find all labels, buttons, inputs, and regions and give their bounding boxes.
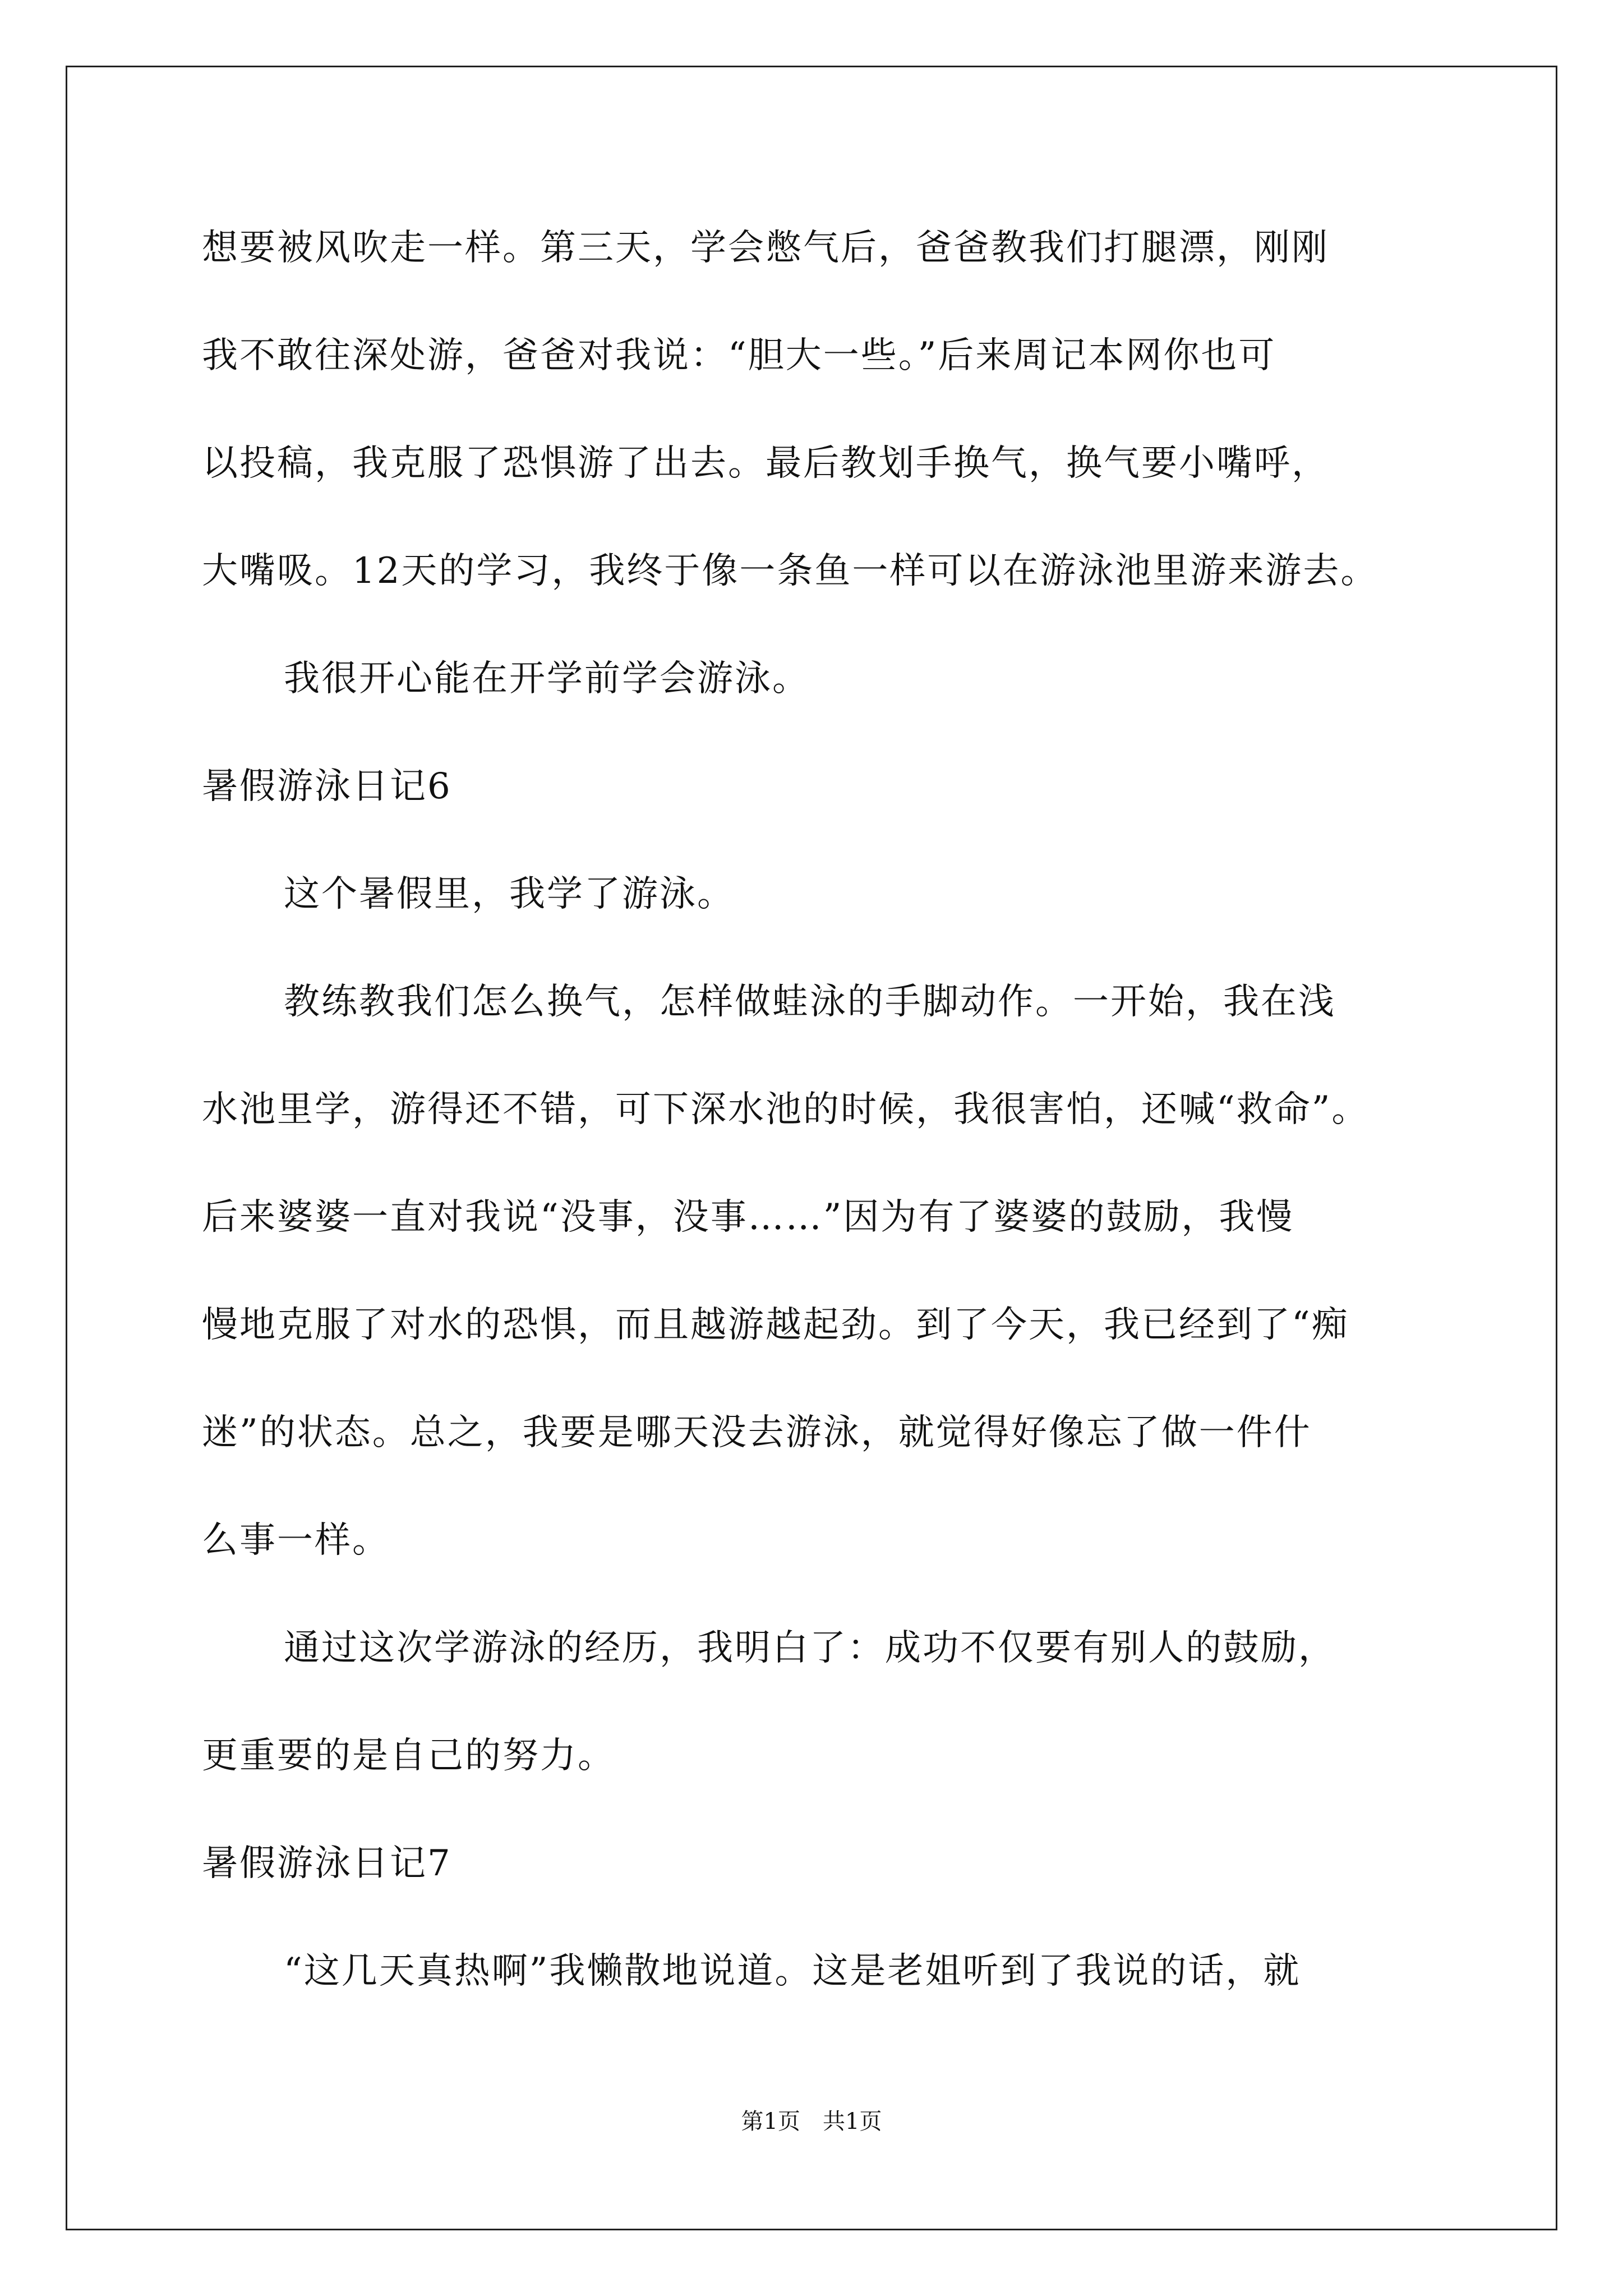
text-line: 么事一样。 [202,1520,390,1561]
text-line: 这个暑假里，我学了游泳。 [284,873,735,915]
text-line: “这几天真热啊”我懒散地说道。这是老姐听到了我说的话，就 [284,1950,1301,1992]
text-line: 迷”的状态。总之，我要是哪天没去游泳，就觉得好像忘了做一件什 [202,1412,1312,1453]
text-line: 更重要的是自己的努力。 [202,1735,615,1777]
text-line: 以投稿，我克服了恐惧游了出去。最后教划手换气，换气要小嘴呼， [202,443,1329,484]
text-line: 后来婆婆一直对我说“没事，没事……”因为有了婆婆的鼓励，我慢 [202,1197,1294,1238]
text-line: 我很开心能在开学前学会游泳。 [284,658,810,700]
text-line: 想要被风吹走一样。第三天，学会憋气后，爸爸教我们打腿漂，刚刚 [202,227,1329,269]
page-border [66,66,1557,2230]
text-line: 我不敢往深处游，爸爸对我说：“胆大一些。”后来周记本网你也可 [202,335,1276,376]
text-line: 慢地克服了对水的恐惧，而且越游越起劲。到了今天，我已经到了“痴 [202,1304,1349,1346]
section-heading: 暑假游泳日记7 [202,1843,452,1884]
text-line: 教练教我们怎么换气，怎样做蛙泳的手脚动作。一开始，我在浅 [284,981,1336,1023]
page-number-footer: 第1页 共1页 [741,2109,882,2134]
section-heading: 暑假游泳日记6 [202,766,452,807]
text-line: 通过这次学游泳的经历，我明白了：成功不仅要有别人的鼓励， [284,1627,1336,1669]
text-line: 大嘴吸。12天的学习，我终于像一条鱼一样可以在游泳池里游来游去。 [202,550,1378,592]
text-line: 水池里学，游得还不错，可下深水池的时候，我很害怕，还喊“救命”。 [202,1089,1370,1130]
